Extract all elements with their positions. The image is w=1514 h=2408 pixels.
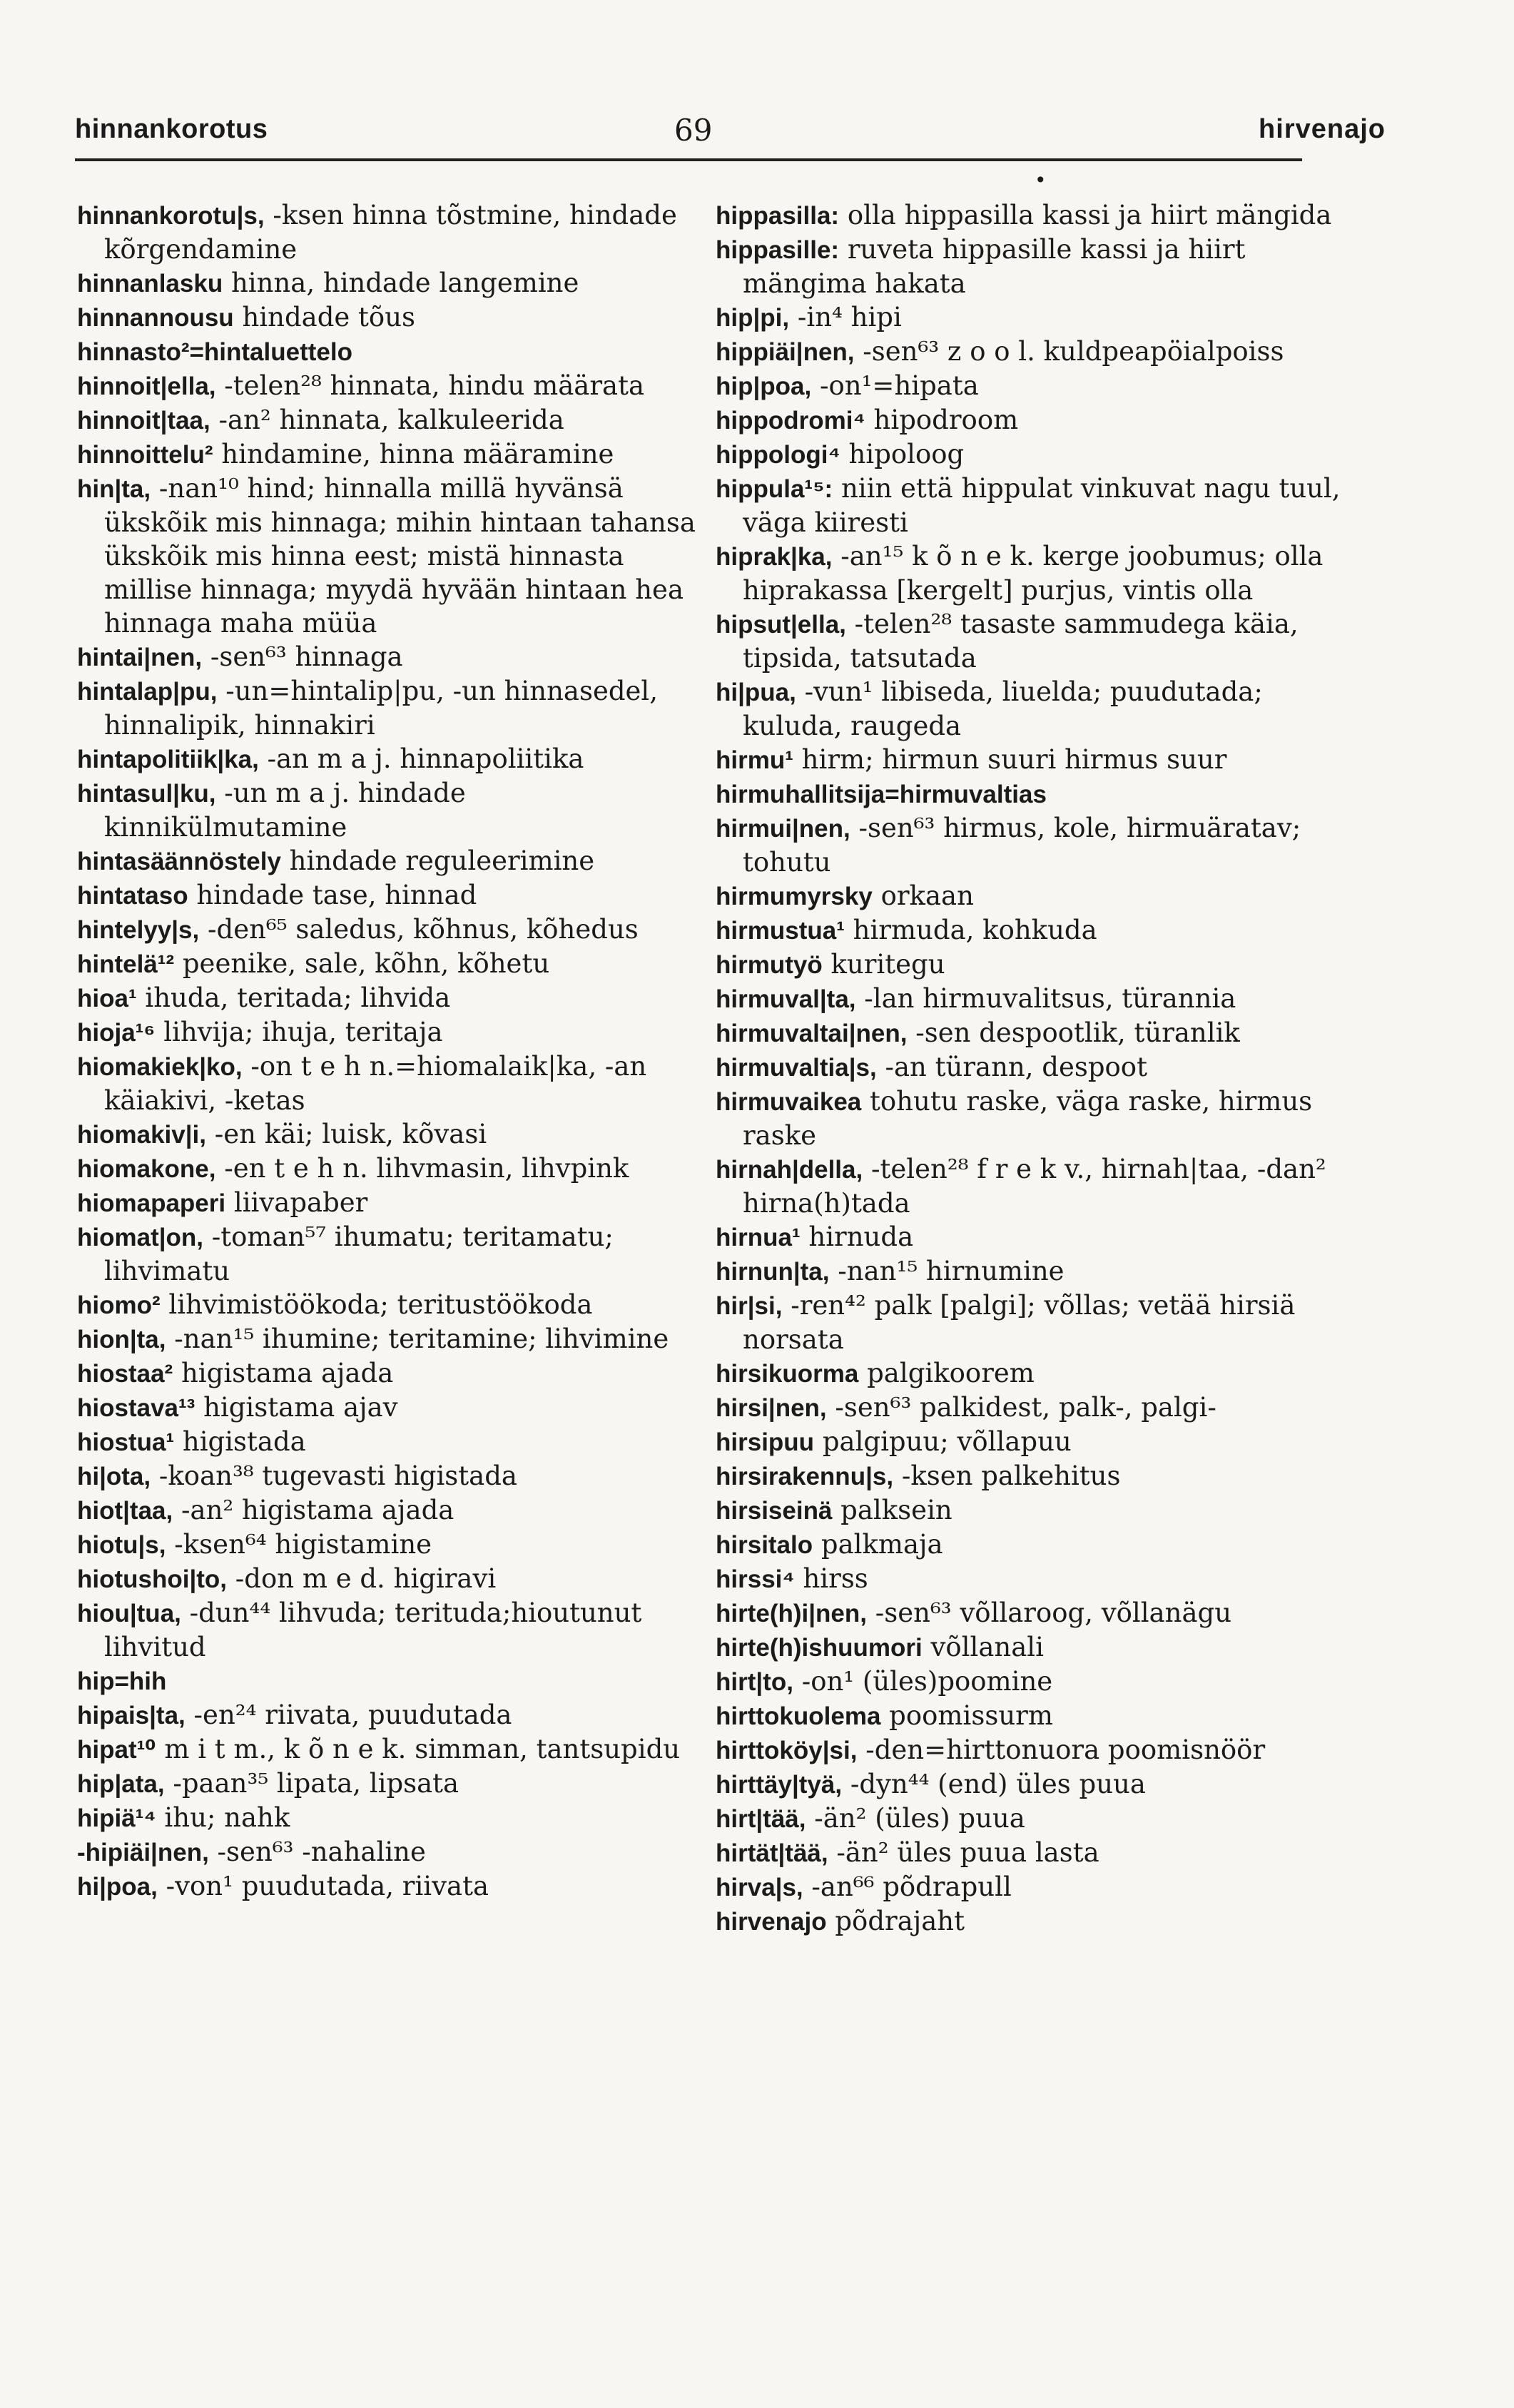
entry-definition: -telen²⁸ f r e k v., hirnah|taa, -dan² hirna(h)tada [743, 1154, 1326, 1219]
entry-headword: hioja¹⁶ [77, 1019, 156, 1047]
entry-definition: -sen⁶³ hirmus, kole, hirmuäratav; tohutu [743, 813, 1301, 878]
entry-headword: hirva|s, [716, 1874, 803, 1901]
dictionary-entry [716, 948, 1343, 982]
entry-definition: -ksen⁶⁴ higistamine [166, 1529, 432, 1560]
entry-definition: lihvija; ihuja, teritaja [155, 1017, 443, 1047]
dictionary-entry [716, 743, 1343, 777]
entry-definition: -telen²⁸ hinnata, hindu määrata [215, 370, 645, 401]
dictionary-entry [716, 1152, 1343, 1220]
entry-headword: hirte(h)ishuumori [716, 1634, 923, 1662]
entry-headword: hiostaa² [77, 1360, 173, 1388]
entry-definition: palgipuu; võllapuu [814, 1426, 1072, 1457]
dictionary-entry [77, 1801, 698, 1835]
entry-definition: -an¹⁵ k õ n e k. kerge joobumus; olla hiprakassa [kergelt] purjus, vintis olla [743, 541, 1324, 606]
dictionary-entry [77, 1425, 698, 1459]
entry-headword: hirttokuolema [716, 1702, 881, 1730]
entry-headword: hipiä¹⁴ [77, 1804, 156, 1832]
entry-definition: niin että hippulat vinkuvat nagu tuul, väga kiiresti [743, 473, 1341, 538]
entry-headword: hipat¹⁰ [77, 1736, 156, 1764]
entry-headword: hirsi|nen, [716, 1394, 827, 1422]
entry-definition: -ren⁴² palk [palgi]; võllas; vetää hirsiä norsata [743, 1290, 1296, 1355]
entry-headword: hippiäi|nen, [716, 338, 855, 366]
dictionary-entry [716, 1356, 1343, 1391]
entry-headword: hiostua¹ [77, 1428, 175, 1456]
dictionary-entry [716, 335, 1343, 369]
entry-headword: hippasilla: [716, 202, 840, 230]
entry-headword: hirsirakennu|s, [716, 1463, 894, 1490]
entry-headword: hipais|ta, [77, 1702, 186, 1729]
dictionary-entry [77, 198, 698, 266]
dictionary-entry [716, 982, 1343, 1016]
entry-definition: -an türann, despoot [876, 1052, 1147, 1082]
dictionary-entry [77, 1767, 698, 1801]
entry-headword: hintataso [77, 882, 188, 910]
entry-headword: hinnoit|taa, [77, 407, 210, 435]
dictionary-entry [77, 947, 698, 981]
entry-definition: -en käi; luisk, kõvasi [205, 1119, 487, 1149]
entry-headword: hip|pi, [716, 304, 790, 332]
dictionary-entry [716, 1596, 1343, 1630]
entry-headword: hippologi⁴ [716, 441, 840, 469]
dictionary-entry [77, 266, 698, 300]
entry-headword: hinnoit|ella, [77, 372, 216, 400]
entry-definition: võllanali [922, 1632, 1044, 1662]
entry-definition: -nan¹⁵ ihumine; teritamine; lihvimine [166, 1324, 669, 1354]
entry-headword: hintai|nen, [77, 644, 203, 671]
entry-definition: hinna, hindade langemine [223, 268, 579, 298]
dictionary-entry [77, 1050, 698, 1117]
entry-headword: hirmustua¹ [716, 917, 845, 945]
entry-headword: hirsipuu [716, 1428, 815, 1456]
dictionary-entry [716, 300, 1343, 335]
entry-definition: -an⁶⁶ põdrapull [803, 1871, 1012, 1902]
dictionary-entry [77, 1869, 698, 1904]
dictionary-entry [77, 1391, 698, 1425]
entry-headword: hip|ata, [77, 1770, 165, 1798]
entry-headword: hir|si, [716, 1292, 783, 1320]
dictionary-entry [77, 1562, 698, 1596]
entry-headword: hip=hih [77, 1667, 167, 1695]
entry-definition: -don m e d. higiravi [227, 1563, 497, 1594]
entry-headword: hiomat|on, [77, 1224, 203, 1251]
dictionary-entry [716, 233, 1343, 300]
dictionary-entry [716, 1767, 1343, 1802]
entry-headword: hippasille: [716, 236, 840, 264]
entry-definition: -un=hintalip|pu, -un hinnasedel, hinnalipik, hinnakiri [104, 676, 659, 741]
entry-definition: -on¹=hipata [811, 370, 979, 401]
entry-definition: m i t m., k õ n e k. simman, tantsupidu [156, 1734, 681, 1764]
entry-definition: higistama ajada [173, 1358, 394, 1388]
dictionary-entry [77, 1220, 698, 1288]
entry-definition: -on t e h n.=hiomalaik|ka, -an käiakivi, -ketas [104, 1051, 647, 1116]
entry-headword: hiomakone, [77, 1155, 216, 1183]
dictionary-entry [77, 674, 698, 742]
entry-headword: hirmutyö [716, 951, 823, 979]
dictionary-entry [716, 403, 1343, 437]
dictionary-entry [716, 369, 1343, 403]
dictionary-entry [716, 539, 1343, 607]
dictionary-entry [716, 1699, 1343, 1733]
entry-headword: hiomo² [77, 1291, 161, 1319]
entry-headword: hiou|tua, [77, 1600, 181, 1627]
dictionary-entry [77, 1459, 698, 1493]
entry-headword: hinnannousu [77, 304, 234, 332]
dictionary-entry [716, 1050, 1343, 1084]
left-column [77, 198, 698, 1904]
entry-headword: hirttäy|tyä, [716, 1771, 843, 1799]
entry-headword: hion|ta, [77, 1326, 166, 1353]
entry-headword: hintapolitiik|ka, [77, 746, 259, 773]
dictionary-entry [77, 776, 698, 844]
dictionary-entry [77, 1528, 698, 1562]
entry-definition: -sen⁶³ võllaroog, võllanägu [867, 1597, 1232, 1628]
entry-headword: hiomakiek|ko, [77, 1053, 243, 1081]
right-column [716, 198, 1343, 1939]
entry-headword: hirt|tää, [716, 1805, 806, 1833]
dictionary-entry [716, 1665, 1343, 1699]
entry-definition: -telen²⁸ tasaste sammudega käia, tipsida, tatsutada [743, 609, 1299, 674]
entry-definition: -ksen hinna tõstmine, hindade kõrgendamine [104, 200, 677, 265]
entry-headword: hirsikuorma [716, 1360, 859, 1388]
entry-definition: hirnuda [800, 1221, 914, 1252]
entry-headword: hirnun|ta, [716, 1258, 830, 1286]
dictionary-entry [77, 1835, 698, 1869]
entry-definition: -in⁴ hipi [789, 302, 902, 332]
dictionary-entry [716, 1459, 1343, 1493]
entry-headword: hiomakiv|i, [77, 1121, 206, 1149]
entry-definition: kuritegu [822, 949, 945, 980]
entry-definition: lihvimistöökoda; teritustöökoda [160, 1289, 593, 1320]
dictionary-entry [77, 472, 698, 640]
header-last-word: hirvenajo [1259, 114, 1386, 144]
entry-headword: hirvenajo [716, 1908, 827, 1936]
entry-definition: hirss [794, 1563, 868, 1594]
dictionary-entry [716, 1528, 1343, 1562]
dictionary-entry [77, 981, 698, 1015]
entry-definition: palkmaja [813, 1529, 943, 1560]
entry-definition: -ksen palkehitus [893, 1460, 1121, 1491]
dictionary-entry [77, 1356, 698, 1391]
entry-definition: hindamine, hinna määramine [213, 439, 614, 469]
entry-definition: -paan³⁵ lipata, lipsata [164, 1768, 459, 1799]
entry-headword: hinnanlasku [77, 270, 223, 298]
entry-headword: hi|poa, [77, 1873, 158, 1901]
entry-definition: -sen⁶³ palkidest, palk-, palgi- [826, 1392, 1216, 1423]
entry-definition: hindade tõus [233, 302, 416, 332]
entry-headword: hirmui|nen, [716, 815, 850, 843]
dictionary-entry [77, 878, 698, 913]
entry-headword: hiprak|ka, [716, 543, 833, 571]
entry-headword: hiot|taa, [77, 1497, 173, 1525]
dictionary-entry [77, 1322, 698, 1356]
dictionary-entry [716, 1733, 1343, 1767]
dictionary-entry [77, 1732, 698, 1767]
entry-definition: ihuda, teritada; lihvida [136, 982, 451, 1013]
entry-definition: -nan¹⁵ hirnumine [829, 1256, 1065, 1286]
dictionary-entry [77, 1698, 698, 1732]
entry-headword: hi|ota, [77, 1463, 151, 1490]
entry-headword: hinnasto²=hintaluettelo [77, 338, 352, 366]
entry-definition: higistama ajav [195, 1392, 398, 1423]
entry-headword: hirnah|della, [716, 1156, 863, 1184]
dictionary-entry [716, 1016, 1343, 1050]
dictionary-entry [716, 1254, 1343, 1289]
dictionary-entry [77, 1493, 698, 1528]
entry-definition: -dun⁴⁴ lihvuda; terituda;hioutunut lihvitud [104, 1597, 642, 1662]
entry-definition: -än² (üles) puua [806, 1803, 1025, 1834]
entry-headword: hintelä¹² [77, 950, 175, 978]
entry-headword: hip|poa, [716, 372, 812, 400]
entry-headword: hiostava¹³ [77, 1394, 195, 1422]
dictionary-entry [77, 369, 698, 403]
entry-headword: hin|ta, [77, 475, 151, 503]
dictionary-entry [77, 1117, 698, 1152]
dictionary-entry [716, 777, 1343, 811]
entry-definition: -lan hirmuvalitsus, türannia [855, 983, 1236, 1014]
entry-definition: olla hippasilla kassi ja hiirt mängida [839, 200, 1332, 230]
dictionary-entry [77, 913, 698, 947]
entry-definition: palksein [832, 1495, 952, 1525]
entry-definition: -den⁶⁵ saledus, kõhnus, kõhedus [199, 914, 639, 945]
dictionary-entry [77, 1288, 698, 1322]
entry-headword: hirte(h)i|nen, [716, 1600, 867, 1627]
entry-headword: hirmu¹ [716, 746, 793, 774]
entry-headword: hiomapaperi [77, 1189, 226, 1217]
entry-definition: põdrajaht [826, 1906, 965, 1936]
dictionary-entry [77, 403, 698, 437]
dictionary-entry [716, 198, 1343, 233]
dictionary-entry [716, 607, 1343, 675]
dictionary-entry [716, 1425, 1343, 1459]
entry-headword: hirmuvaikea [716, 1088, 862, 1116]
entry-definition: hindade tase, hinnad [188, 880, 477, 910]
entry-definition: -an² hinnata, kalkuleerida [210, 405, 564, 435]
entry-definition: -von¹ puudutada, riivata [157, 1871, 489, 1901]
entry-headword: hipsut|ella, [716, 611, 846, 639]
entry-headword: hippula¹⁵: [716, 475, 833, 503]
entry-headword: hintelyy|s, [77, 916, 200, 944]
dictionary-entry [716, 1836, 1343, 1870]
entry-definition: hirmuda, kohkuda [844, 915, 1097, 945]
dictionary-entry [716, 879, 1343, 913]
entry-definition: poomissurm [880, 1700, 1053, 1731]
dictionary-entry [77, 335, 698, 369]
dictionary-entry [77, 437, 698, 472]
entry-headword: hirmumyrsky [716, 883, 873, 910]
page-header [75, 107, 1386, 150]
dictionary-entry [77, 844, 698, 878]
dictionary-entry [77, 1596, 698, 1664]
entry-definition: hipoloog [840, 439, 965, 469]
dictionary-entry [716, 437, 1343, 472]
dictionary-entry [716, 1493, 1343, 1528]
dictionary-entry [77, 742, 698, 776]
dictionary-entry [716, 1391, 1343, 1425]
entry-headword: hirmuval|ta, [716, 985, 856, 1013]
entry-headword: hirmuvaltia|s, [716, 1054, 877, 1082]
header-first-word: hinnankorotus [75, 114, 268, 144]
entry-definition: -sen⁶³ hinnaga [202, 641, 403, 672]
dictionary-entry [716, 1562, 1343, 1596]
entry-headword: hirmuvaltai|nen, [716, 1020, 908, 1047]
dictionary-entry [716, 1220, 1343, 1254]
entry-definition: hirm; hirmun suuri hirmus suur [793, 744, 1227, 775]
dictionary-entry [77, 1152, 698, 1186]
dictionary-entry [716, 811, 1343, 879]
entry-headword: hirssi⁴ [716, 1565, 795, 1593]
dictionary-entry [716, 1289, 1343, 1356]
dictionary-entry [77, 640, 698, 674]
decorative-dot: • [1035, 168, 1047, 192]
entry-definition: -den=hirttonuora poomisnöör [857, 1734, 1266, 1765]
entry-definition: -un m a j. hindade kinnikülmutamine [104, 778, 466, 843]
dictionary-entry [716, 1904, 1343, 1939]
page-number: 69 [674, 113, 713, 148]
dictionary-entry [716, 675, 1343, 743]
entry-definition: hipodroom [865, 405, 1019, 435]
entry-headword: hiotushoi|to, [77, 1565, 228, 1593]
entry-definition: ihu; nahk [156, 1802, 290, 1833]
entry-headword: hirsiseinä [716, 1497, 833, 1525]
entry-headword: hinnoittelu² [77, 441, 213, 469]
entry-definition: -en²⁴ riivata, puudutada [185, 1700, 512, 1730]
dictionary-entry [716, 1630, 1343, 1665]
entry-headword: hippodromi⁴ [716, 407, 865, 435]
entry-definition: palgikoorem [858, 1358, 1035, 1388]
entry-definition: -sen⁶³ z o o l. kuldpeapöialpoiss [854, 336, 1284, 367]
dictionary-entry [77, 1015, 698, 1050]
entry-headword: hiotu|s, [77, 1531, 166, 1559]
entry-headword: hintasäännöstely [77, 848, 281, 875]
entry-headword: hioa¹ [77, 985, 137, 1012]
dictionary-entry [716, 1802, 1343, 1836]
entry-headword: -hipiäi|nen, [77, 1839, 209, 1866]
dictionary-entry [716, 1084, 1343, 1152]
entry-headword: hirttoköy|si, [716, 1737, 858, 1764]
entry-definition: -än² üles puua lasta [828, 1837, 1099, 1868]
entry-definition: hindade reguleerimine [280, 845, 595, 876]
dictionary-entry [77, 1186, 698, 1220]
entry-definition: higistada [174, 1426, 306, 1457]
entry-definition: -en t e h n. lihvmasin, lihvpink [215, 1153, 629, 1184]
entry-headword: hirmuhallitsija=hirmuvaltias [716, 781, 1047, 808]
entry-definition: -vun¹ libiseda, liuelda; puudutada; kuluda, raugeda [743, 676, 1263, 741]
entry-definition: ruveta hippasille kassi ja hiirt mängima hakata [743, 234, 1246, 299]
entry-definition: orkaan [872, 880, 974, 911]
entry-definition: tohutu raske, väga raske, hirmus raske [743, 1086, 1313, 1151]
entry-headword: hintalap|pu, [77, 678, 218, 706]
entry-definition: -on¹ (üles)poomine [793, 1666, 1053, 1697]
entry-headword: hi|pua, [716, 679, 796, 706]
entry-definition: -koan³⁸ tugevasti higistada [151, 1460, 517, 1491]
dictionary-entry [77, 1664, 698, 1698]
dictionary-entry [77, 300, 698, 335]
entry-definition: -an m a j. hinnapoliitika [258, 743, 584, 774]
dictionary-entry [716, 913, 1343, 948]
dictionary-entry [716, 1870, 1343, 1904]
entry-headword: hirsitalo [716, 1531, 813, 1559]
entry-headword: hintasul|ku, [77, 780, 216, 808]
dictionary-entry [716, 472, 1343, 539]
entry-headword: hinnankorotu|s, [77, 202, 265, 230]
entry-definition: -an² higistama ajada [173, 1495, 454, 1525]
entry-definition: peenike, sale, kõhn, kõhetu [174, 948, 550, 979]
header-rule [75, 158, 1302, 161]
entry-definition: liivapaber [225, 1187, 368, 1218]
entry-headword: hirnua¹ [716, 1224, 801, 1251]
entry-headword: hirtät|tää, [716, 1839, 828, 1867]
entry-definition: -sen despootlik, türanlik [907, 1017, 1240, 1048]
entry-definition: -toman⁵⁷ ihumatu; teritamatu; lihvimatu [104, 1221, 614, 1286]
entry-definition: -sen⁶³ -nahaline [208, 1837, 426, 1867]
entry-headword: hirt|to, [716, 1668, 793, 1696]
entry-definition: -nan¹⁰ hind; hinnalla millä hyvänsä ükskõik mis hinnaga; mihin hintaan tahansa ükskõik mis hinna eest; mistä hinnasta millise hinnaga; myydä hyvään hintaan hea hinnaga maha müüa [104, 473, 696, 639]
entry-definition: -dyn⁴⁴ (end) üles puua [842, 1769, 1146, 1799]
